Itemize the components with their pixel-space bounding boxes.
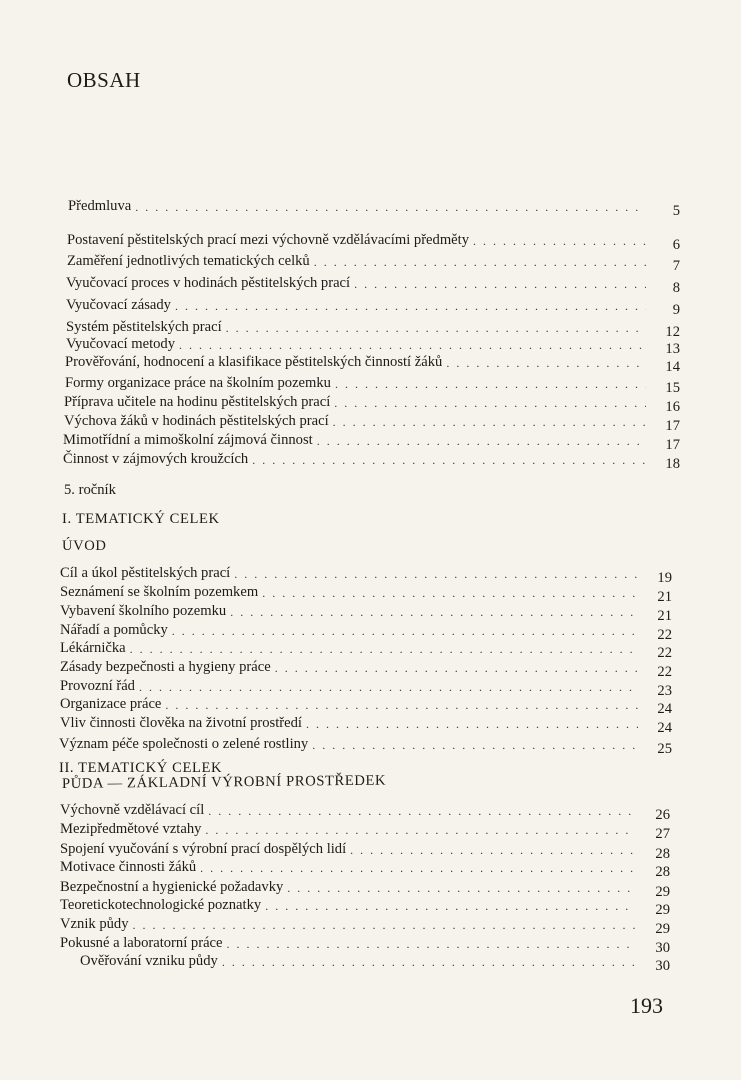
toc-entry (67, 229, 680, 253)
dot-leader (335, 377, 646, 392)
dot-leader (133, 918, 636, 933)
dot-leader (317, 434, 646, 449)
entry-page: 22 (657, 645, 672, 661)
entry-page: 21 (657, 589, 672, 605)
dot-leader (333, 415, 646, 430)
entry-title: Vyučovací metody (66, 336, 176, 352)
dot-leader (262, 586, 638, 601)
dot-leader (135, 200, 646, 215)
entry-title: Prověřování, hodnocení a klasifikace pěstitelských činností žáků (65, 354, 443, 370)
entry-title: Postavení pěstitelských prací mezi výchovně vzdělávacími předměty (67, 232, 470, 248)
toc-entry (64, 410, 680, 434)
dot-leader (265, 899, 636, 914)
dot-leader (230, 605, 638, 620)
toc-entry (60, 799, 670, 823)
dot-leader (222, 955, 636, 970)
entry-page: 13 (665, 341, 680, 357)
toc-entry (59, 733, 672, 757)
entry-title: Lékárnička (60, 640, 126, 656)
entry-page: 28 (655, 846, 670, 862)
entry-page: 8 (672, 280, 680, 296)
entry-title: Zaměření jednotlivých tematických celků (67, 253, 310, 269)
dot-leader (200, 861, 636, 876)
dot-leader (205, 823, 636, 838)
entry-title: Vybavení školního pozemku (60, 603, 227, 619)
dot-leader (165, 698, 638, 713)
entry-page: 27 (655, 826, 670, 842)
section1-label: I. TEMATICKÝ CELEK (62, 511, 220, 527)
entry-page: 14 (665, 359, 680, 375)
dot-leader (314, 255, 646, 270)
toc-entry (60, 932, 670, 956)
entry-title: Teoretickotechnologické poznatky (60, 897, 262, 913)
toc-entry (60, 619, 672, 643)
entry-title: Organizace práce (60, 696, 162, 712)
toc-entry (66, 333, 680, 357)
entry-title: Vznik půdy (60, 916, 129, 932)
entry-page: 17 (665, 437, 680, 453)
entry-title: Význam péče společnosti o zelené rostliny (59, 736, 309, 752)
dot-leader (252, 453, 646, 468)
toc-entry (80, 950, 670, 974)
toc-entry (60, 876, 670, 900)
toc-entry (63, 429, 680, 453)
entry-title: Zásady bezpečnosti a hygieny práce (60, 659, 271, 675)
entry-page: 22 (657, 627, 672, 643)
dot-leader (312, 738, 638, 753)
toc-entry (60, 913, 670, 937)
entry-title: Vyučovací proces v hodinách pěstitelských prací (66, 275, 351, 291)
entry-title: Motivace činnosti žáků (60, 859, 197, 875)
entry-page: 22 (657, 664, 672, 680)
toc-entry (66, 294, 680, 318)
grade-heading: 5. ročník (64, 482, 116, 498)
dot-leader (234, 567, 638, 582)
entry-title: Pokusné a laboratorní práce (60, 935, 223, 951)
entry-title: Vyučovací zásady (66, 297, 171, 313)
dot-leader (446, 356, 646, 371)
entry-page: 30 (655, 940, 670, 956)
entry-title: Příprava učitele na hodinu pěstitelských prací (64, 394, 331, 410)
entry-page: 19 (657, 570, 672, 586)
toc-entry (63, 448, 680, 472)
dot-leader (175, 299, 646, 314)
entry-title: Předmluva (68, 198, 132, 214)
toc-entry (60, 600, 672, 624)
toc-entry (60, 838, 670, 862)
entry-page: 6 (672, 237, 680, 253)
entry-title: Formy organizace práce na školním pozemku (65, 375, 331, 391)
entry-title: Provozní řád (60, 678, 135, 694)
section2-subtitle: PŮDA — ZÁKLADNÍ VÝROBNÍ PROSTŘEDEK (61, 772, 387, 792)
toc-entry (60, 894, 670, 918)
entry-title: Spojení vyučování s výrobní prací dospělých lidí (60, 841, 347, 857)
entry-page: 15 (665, 380, 680, 396)
toc-entry (67, 250, 680, 274)
entry-page: 29 (655, 902, 670, 918)
toc-entry (60, 581, 672, 605)
entry-title: Mezipředmětové vztahy (60, 821, 202, 837)
entry-title: Mimotřídní a mimoškolní zájmová činnost (63, 432, 313, 448)
toc-entry (60, 712, 672, 736)
section1-subtitle: ÚVOD (62, 538, 107, 554)
entry-page: 17 (665, 418, 680, 434)
toc-entry (60, 562, 672, 586)
toc-entry (60, 637, 672, 661)
toc-entry (65, 351, 680, 375)
entry-title: Ověřování vzniku půdy (80, 953, 218, 969)
entry-page: 9 (672, 302, 680, 318)
entry-title: Výchova žáků v hodinách pěstitelských prací (64, 413, 329, 429)
dot-leader (334, 396, 646, 411)
toc-entry (65, 372, 680, 396)
entry-page: 26 (655, 807, 670, 823)
entry-page: 29 (655, 884, 670, 900)
entry-page: 7 (672, 258, 680, 274)
entry-page: 16 (665, 399, 680, 415)
entry-title: Výchovně vzdělávací cíl (60, 802, 205, 818)
section2-label: II. TEMATICKÝ CELEK (59, 760, 223, 776)
entry-page: 28 (655, 864, 670, 880)
entry-title: Cíl a úkol pěstitelských prací (60, 565, 231, 581)
entry-page: 5 (672, 203, 680, 219)
entry-page: 24 (657, 701, 672, 717)
entry-page: 18 (665, 456, 680, 472)
dot-leader (306, 717, 638, 732)
entry-page: 25 (657, 741, 672, 757)
toc-entry (60, 656, 672, 680)
dot-leader (354, 277, 646, 292)
page-number: 193 (630, 993, 663, 1018)
entry-title: Činnost v zájmových kroužcích (63, 451, 249, 467)
entry-title: Bezpečnostní a hygienické požadavky (60, 879, 284, 895)
entry-title: Systém pěstitelských prací (66, 319, 222, 335)
entry-page: 23 (657, 683, 672, 699)
entry-title: Seznámení se školním pozemkem (60, 584, 259, 600)
toc-entry (60, 818, 670, 842)
entry-page: 12 (665, 324, 680, 340)
toc-entry (60, 693, 672, 717)
entry-page: 24 (657, 720, 672, 736)
toc-entry (64, 391, 680, 415)
dot-leader (208, 804, 636, 819)
toc-entry (68, 195, 680, 219)
dot-leader (275, 661, 638, 676)
dot-leader (130, 642, 638, 657)
toc-entry (60, 856, 670, 880)
entry-page: 29 (655, 921, 670, 937)
dot-leader (473, 234, 646, 249)
toc-entry (60, 675, 672, 699)
entry-page: 30 (655, 958, 670, 974)
page-title: OBSAH (67, 68, 141, 92)
entry-page: 21 (657, 608, 672, 624)
entry-title: Vliv činnosti člověka na životní prostředí (60, 715, 302, 731)
entry-title: Nářadí a pomůcky (60, 622, 168, 638)
toc-entry (66, 272, 680, 296)
